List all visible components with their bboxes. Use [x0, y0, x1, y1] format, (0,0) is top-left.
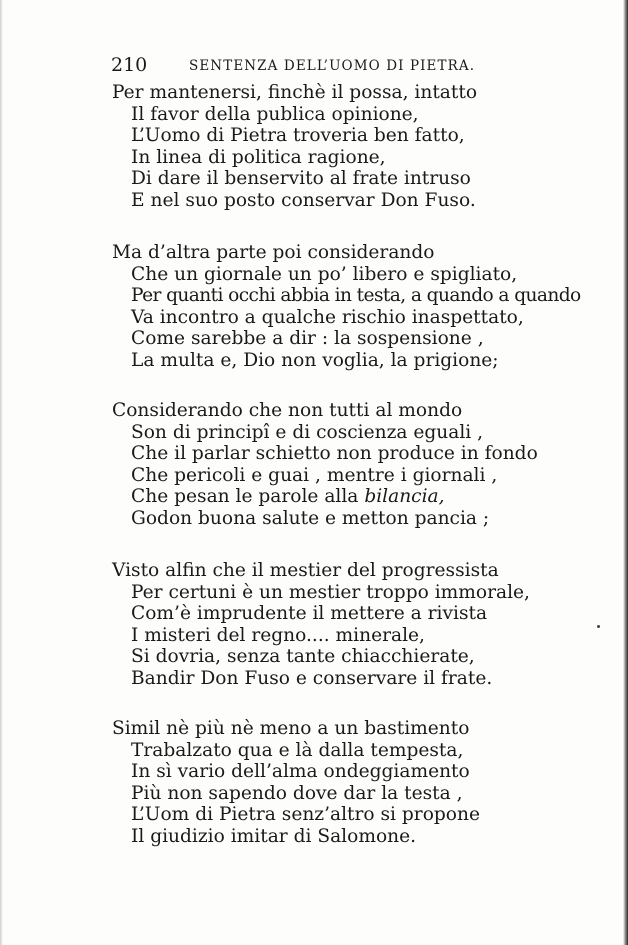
verse-line: Che pericoli e guai , mentre i giornali , — [131, 464, 498, 486]
page-left-edge — [0, 0, 3, 945]
verse-line-text: Che pesan le parole alla — [131, 486, 365, 508]
verse-line: E nel suo posto conservar Don Fuso. — [131, 189, 476, 211]
stanza-3 — [112, 400, 572, 530]
verse-line: Si dovria, senza tante chiacchierate, — [131, 646, 475, 668]
verse-line: Son di principî e di coscienza eguali , — [131, 421, 484, 443]
verse-line: Per certuni è un mestier troppo immorale, — [131, 581, 530, 603]
verse-line: L’Uomo di Pietra troveria ben fatto, — [131, 125, 465, 147]
stanza-4 — [112, 560, 572, 690]
verse-line: Per mantenersi, finchè il possa, intatto — [112, 82, 478, 103]
running-title: SENTENZA DELL’UOMO DI PIETRA. — [189, 58, 476, 74]
verse-line: Il favor della publica opinione, — [131, 103, 419, 125]
verse-line: La multa e, Dio non voglia, la prigione; — [131, 349, 499, 371]
stanza-5 — [112, 718, 572, 848]
verse-line: In sì vario dell’alma ondeggiamento — [131, 761, 470, 783]
verse-line: Che un giornale un po’ libero e spigliato, — [131, 263, 518, 285]
italic-word: bilancia, — [364, 486, 445, 508]
stanza-1 — [112, 82, 572, 212]
verse-line: Com’è imprudente il mettere a rivista — [131, 603, 488, 625]
verse-line: Bandir Don Fuso e conservare il frate. — [131, 667, 493, 689]
page-header — [111, 52, 486, 78]
verse-line: I misteri del regno.... minerale, — [131, 624, 425, 646]
verse-line: In linea di politica ragione, — [131, 146, 386, 168]
verse-line: Più non sapendo dove dar la testa , — [131, 782, 463, 804]
verse-line: Di dare il benservito al frate intruso — [131, 168, 471, 190]
verse-line: Simil nè più nè meno a un bastimento — [112, 718, 470, 739]
verse-line — [112, 486, 572, 508]
page-number: 210 — [111, 54, 148, 76]
verse-line: Come sarebbe a dir : la sospensione , — [131, 328, 484, 350]
stanza-2 — [112, 242, 581, 372]
verse-line: Che il parlar schietto non produce in fondo — [131, 443, 538, 465]
verse-line: Va incontro a qualche rischio inaspettato, — [131, 306, 524, 328]
verse-line: Considerando che non tutti al mondo — [112, 400, 463, 421]
verse-line: Trabalzato qua e là dalla tempesta, — [131, 739, 464, 761]
ink-speck — [597, 625, 600, 628]
verse-line: Il giudizio imitar di Salomone. — [131, 825, 417, 847]
verse-line: Godon buona salute e metton pancia ; — [131, 507, 490, 529]
verse-line: Per quanti occhi abbia in testa, a quando a quando — [131, 285, 581, 307]
verse-line: Ma d’altra parte poi considerando — [112, 242, 435, 263]
verse-line: Visto alfin che il mestier del progressista — [112, 560, 499, 581]
page-binding-edge — [623, 0, 628, 945]
verse-line: L’Uom di Pietra senz’altro si propone — [131, 804, 480, 826]
